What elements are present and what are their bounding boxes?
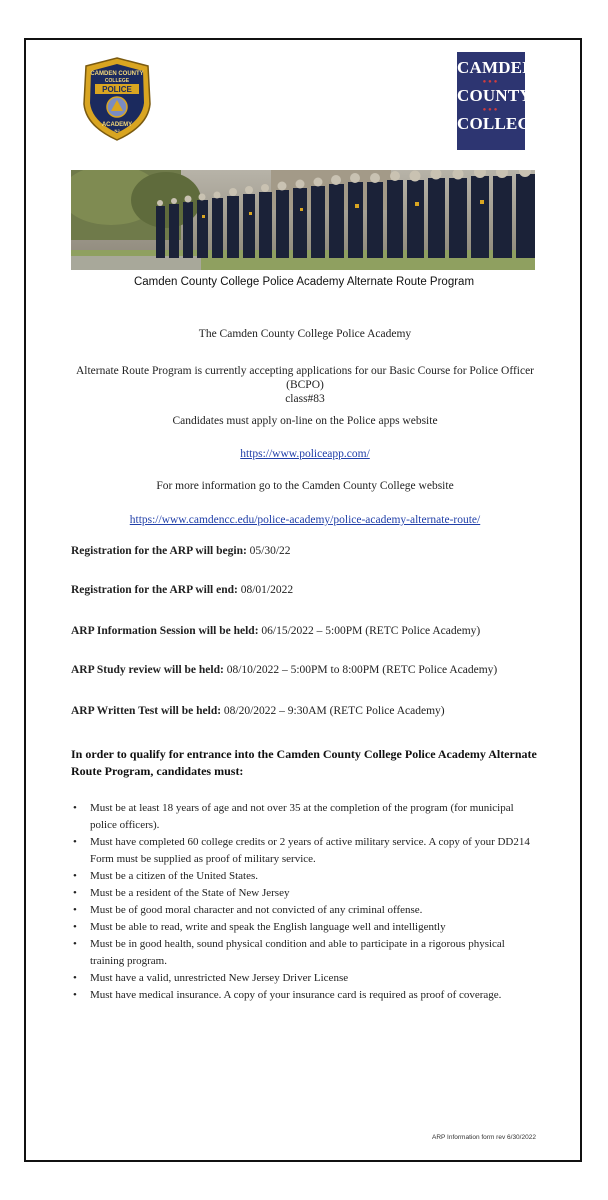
bullet-icon: • xyxy=(73,887,77,899)
camdencc-link-wrap xyxy=(70,513,540,527)
accepting-line-2: class#83 xyxy=(285,393,325,405)
intro-heading: The Camden County College Police Academy xyxy=(198,328,412,340)
requirement-text: Must be able to read, write and speak the English language well and intelligently xyxy=(90,921,446,933)
written-test xyxy=(71,705,445,717)
qualify-heading: In order to qualify for entrance into the Camden County College Police Academy Alternate Route Program, candidates must: xyxy=(71,747,537,778)
policeapp-link[interactable]: https://www.policeapp.com/ xyxy=(240,448,370,460)
registration-begin-label: Registration for the ARP will begin: xyxy=(71,545,247,557)
bullet-icon: • xyxy=(73,904,77,916)
requirement-text: Must be in good health, sound physical condition and able to participate in a rigorous physical training program. xyxy=(90,938,505,967)
requirement-text: Must have medical insurance. A copy of your insurance card is required as proof of coverage. xyxy=(90,989,502,1001)
requirement-item xyxy=(71,800,541,834)
badge-text-4: ACADEMY xyxy=(101,122,133,128)
policeapp-link-wrap xyxy=(70,447,540,461)
requirement-item xyxy=(71,885,541,902)
requirement-text: Must have completed 60 college credits or 2 years of active military service. A copy of your DD214 Form must be supplied as proof of military service. xyxy=(90,836,530,865)
registration-begin xyxy=(71,545,291,557)
form-revision-footer: ARP Information form rev 6/30/2022 xyxy=(432,1134,536,1141)
info-session-label: ARP Information Session will be held: xyxy=(71,625,259,637)
requirements-list xyxy=(71,800,541,1004)
accepting-line-1: Alternate Route Program is currently accepting applications for our Basic Course for Police Officer (BCPO) xyxy=(75,365,535,391)
more-info-text: For more information go to the Camden County College website xyxy=(156,480,454,492)
badge-text-3: POLICE xyxy=(102,85,132,94)
study-review xyxy=(71,664,497,676)
requirement-item xyxy=(71,834,541,868)
badge-text-2: COLLEGE xyxy=(104,78,130,84)
written-test-label: ARP Written Test will be held: xyxy=(71,705,222,717)
bullet-icon: • xyxy=(73,921,77,933)
logo-word-camden: CAMDEN xyxy=(457,58,535,77)
bullet-icon: • xyxy=(73,972,77,984)
apply-online-text: Candidates must apply on-line on the Police apps website xyxy=(172,415,438,427)
requirement-text: Must be a resident of the State of New Jersey xyxy=(90,887,290,899)
logo-dots: ●●● xyxy=(482,107,500,113)
info-session xyxy=(71,625,480,637)
requirement-item xyxy=(71,936,541,970)
requirement-item xyxy=(71,987,541,1004)
requirement-text: Must have a valid, unrestricted New Jersey Driver License xyxy=(90,972,349,984)
camdencc-link[interactable]: https://www.camdencc.edu/police-academy/police-academy-alternate-route/ xyxy=(129,514,481,526)
logo-word-college: COLLEGE xyxy=(457,114,543,133)
bullet-icon: • xyxy=(73,802,77,814)
logo-dots: ●●● xyxy=(482,79,500,85)
badge-text-1: CAMDEN COUNTY xyxy=(90,71,144,77)
camden-county-college-logo xyxy=(457,52,543,150)
requirement-text: Must be of good moral character and not convicted of any criminal offense. xyxy=(90,904,423,916)
study-review-value: 08/10/2022 – 5:00PM to 8:00PM (RETC Police Academy) xyxy=(223,664,498,676)
requirement-item xyxy=(71,919,541,936)
registration-end-value: 08/01/2022 xyxy=(237,584,294,596)
study-review-label: ARP Study review will be held: xyxy=(71,664,224,676)
accepting-applications-text xyxy=(70,364,540,406)
requirement-item xyxy=(71,902,541,919)
registration-begin-value: 05/30/22 xyxy=(246,545,291,557)
registration-end xyxy=(71,584,293,596)
officers-formation-photo xyxy=(71,170,535,270)
requirement-item xyxy=(71,970,541,987)
info-session-value: 06/15/2022 – 5:00PM (RETC Police Academy) xyxy=(258,625,481,637)
bullet-icon: • xyxy=(73,870,77,882)
registration-end-label: Registration for the ARP will end: xyxy=(71,584,238,596)
logo-word-county: COUNTY xyxy=(457,86,532,105)
written-test-value: 08/20/2022 – 9:30AM (RETC Police Academy) xyxy=(221,705,445,717)
requirement-item xyxy=(71,868,541,885)
bullet-icon: • xyxy=(73,989,77,1001)
bullet-icon: • xyxy=(73,836,77,848)
badge-text-5: NJ xyxy=(114,128,120,133)
bullet-icon: • xyxy=(73,938,77,950)
police-academy-badge xyxy=(80,56,154,142)
requirement-text: Must be a citizen of the United States. xyxy=(90,870,259,882)
program-subtitle: Camden County College Police Academy Alternate Route Program xyxy=(133,276,475,288)
requirement-text: Must be at least 18 years of age and not over 35 at the completion of the program (for municipal police officers). xyxy=(90,802,514,831)
